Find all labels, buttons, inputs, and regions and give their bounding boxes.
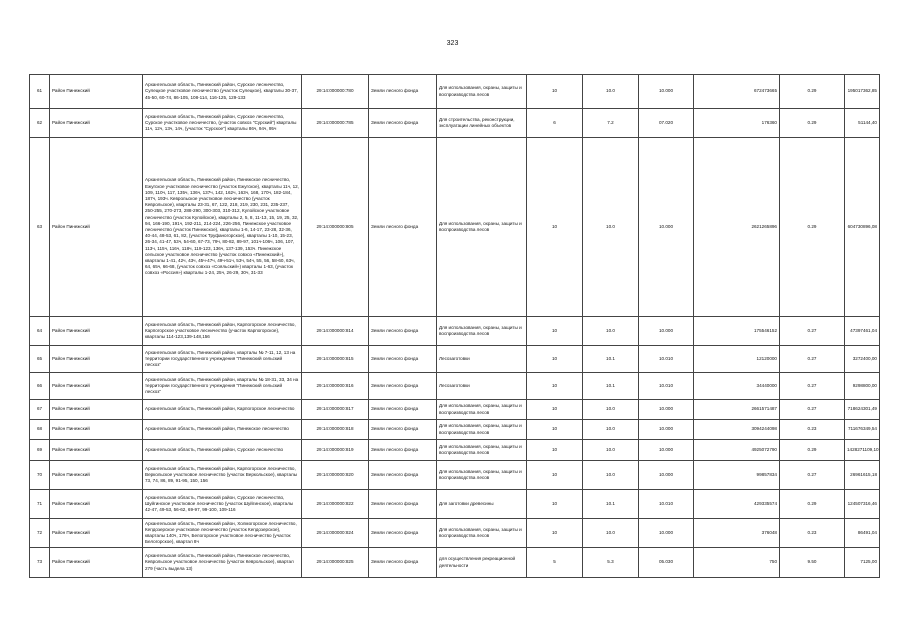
code-2: 10.0 <box>583 400 639 420</box>
land-category: Земли лесного фонда <box>369 548 437 578</box>
area: 12120000 <box>694 346 780 373</box>
table-row <box>30 490 880 519</box>
permitted-use: Лесозаготовки <box>437 373 527 400</box>
code-2: 10.0 <box>583 317 639 346</box>
land-table <box>29 74 880 578</box>
district: Район Пинежский <box>50 519 143 548</box>
row-number: 68 <box>30 420 50 440</box>
code-2: 10.0 <box>583 440 639 461</box>
address: Архангельская область, Пинежский район, Пинежское лесничество, Кеврольское участковое лесничество (участок Кеврольское), квартал 279 (часть выдела 13) <box>143 548 302 578</box>
district: Район Пинежский <box>50 461 143 490</box>
permitted-use: Для строительства, реконструкции, эксплуатации линейных объектов <box>437 109 527 138</box>
code-1: 10 <box>527 317 583 346</box>
table-row <box>30 109 880 138</box>
land-category: Земли лесного фонда <box>369 400 437 420</box>
area: 99857834 <box>694 461 780 490</box>
permitted-use: Для заготовки древесины <box>437 490 527 519</box>
rate: 0.29 <box>780 440 845 461</box>
land-category: Земли лесного фонда <box>369 138 437 317</box>
rate: 0.29 <box>780 490 845 519</box>
rate: 0.27 <box>780 400 845 420</box>
code-3: 10.000 <box>639 440 694 461</box>
row-number: 71 <box>30 490 50 519</box>
district: Район Пинежский <box>50 317 143 346</box>
address: Архангельская область, Пинежский район, Карпогорское лесничество <box>143 400 302 420</box>
cadastral-number: 29:14:000000:805 <box>302 138 369 317</box>
area: 750 <box>694 548 780 578</box>
cadastral-number: 29:14:000000:816 <box>302 373 369 400</box>
address: Архангельская область, Пинежский район, Карпогорское лесничество, Карпогорское участковое лесничество (участок Карпогорское), кварталы 114-123,139-148,156 <box>143 317 302 346</box>
code-3: 05.030 <box>639 548 694 578</box>
total-value: 124507316,46 <box>845 490 880 519</box>
code-3: 10.010 <box>639 373 694 400</box>
table-row <box>30 317 880 346</box>
code-2: 7.2 <box>583 109 639 138</box>
code-1: 5 <box>527 548 583 578</box>
area: 34440000 <box>694 373 780 400</box>
rate: 0.29 <box>780 138 845 317</box>
address: Архангельская область, Пинежский район, Карпогорское лесничество, Веркольское участковое лесничество (участок Веркольское), кварталы 73, 74, 86, 89, 91-95, 150, 156 <box>143 461 302 490</box>
total-value: 9298800,00 <box>845 373 880 400</box>
land-category: Земли лесного фонда <box>369 109 437 138</box>
code-2: 10.1 <box>583 346 639 373</box>
land-category: Земли лесного фонда <box>369 461 437 490</box>
table-row <box>30 461 880 490</box>
permitted-use: Для использования, охраны, защиты и воспроизводства лесов <box>437 75 527 109</box>
cadastral-number: 29:14:000000:822 <box>302 490 369 519</box>
permitted-use: Для использования, охраны, защиты и воспроизводства лесов <box>437 519 527 548</box>
rate: 0.29 <box>780 109 845 138</box>
code-3: 10.000 <box>639 420 694 440</box>
permitted-use: Для использования, охраны, защиты и воспроизводства лесов <box>437 400 527 420</box>
rate: 0.23 <box>780 420 845 440</box>
code-3: 07.020 <box>639 109 694 138</box>
rate: 0.29 <box>780 75 845 109</box>
cadastral-number: 29:14:000000:819 <box>302 440 369 461</box>
rate: 0.27 <box>780 461 845 490</box>
address: Архангельская область, Пинежский район, Сурское лесничество, Сулецкое участковое лесничество (участок Сулецкое), кварталы 30-37, 45-50, 60-74, 86-105, 108-114, 116-125, 129-133 <box>143 75 302 109</box>
total-value: 51144,40 <box>845 109 880 138</box>
area: 376048 <box>694 519 780 548</box>
code-1: 6 <box>527 109 583 138</box>
table-row <box>30 373 880 400</box>
total-value: 47397461,04 <box>845 317 880 346</box>
cadastral-number: 29:14:000000:815 <box>302 346 369 373</box>
code-1: 10 <box>527 490 583 519</box>
total-value: 7125,00 <box>845 548 880 578</box>
code-2: 10.0 <box>583 461 639 490</box>
total-value: 86491,04 <box>845 519 880 548</box>
permitted-use: Для использования, охраны, защиты и воспроизводства лесов <box>437 138 527 317</box>
area: 4925072790 <box>694 440 780 461</box>
area: 175546152 <box>694 317 780 346</box>
permitted-use: для осуществления рекреационной деятельности <box>437 548 527 578</box>
land-category: Земли лесного фонда <box>369 519 437 548</box>
cadastral-number: 29:14:000000:814 <box>302 317 369 346</box>
row-number: 66 <box>30 373 50 400</box>
page-number: 323 <box>446 40 459 47</box>
area: 2661571487 <box>694 400 780 420</box>
code-3: 10.010 <box>639 490 694 519</box>
cadastral-number: 29:14:000000:817 <box>302 400 369 420</box>
land-category: Земли лесного фонда <box>369 373 437 400</box>
area: 672473665 <box>694 75 780 109</box>
code-1: 10 <box>527 138 583 317</box>
rate: 0.27 <box>780 373 845 400</box>
code-3: 10.000 <box>639 138 694 317</box>
district: Район Пинежский <box>50 109 143 138</box>
cadastral-number: 29:14:000000:820 <box>302 461 369 490</box>
total-value: 26961615,18 <box>845 461 880 490</box>
code-1: 10 <box>527 346 583 373</box>
cadastral-number: 29:14:000000:825 <box>302 548 369 578</box>
code-3: 10.000 <box>639 317 694 346</box>
district: Район Пинежский <box>50 548 143 578</box>
land-category: Земли лесного фонда <box>369 440 437 461</box>
row-number: 62 <box>30 109 50 138</box>
district: Район Пинежский <box>50 420 143 440</box>
address: Архангельская область, Пинежский район, Холмогорское лесничество, Кепдозерское участковое лесничество (участок Кепдозерское), кварталы 140ч, 176ч, Белогорское участковое лесничество (участок Белогорское), квартал 8ч <box>143 519 302 548</box>
code-3: 10.010 <box>639 346 694 373</box>
code-1: 10 <box>527 373 583 400</box>
row-number: 73 <box>30 548 50 578</box>
table-row <box>30 420 880 440</box>
table-row <box>30 440 880 461</box>
cadastral-number: 29:14:000000:824 <box>302 519 369 548</box>
table-row <box>30 346 880 373</box>
permitted-use: Лесозаготовки <box>437 346 527 373</box>
address: Архангельская область, Пинежский район, Пинежское лесничество <box>143 420 302 440</box>
code-3: 10.000 <box>639 75 694 109</box>
table-row <box>30 548 880 578</box>
code-3: 10.000 <box>639 519 694 548</box>
permitted-use: Для использования, охраны, защиты и воспроизводства лесов <box>437 461 527 490</box>
total-value: 604730896,08 <box>845 138 880 317</box>
row-number: 64 <box>30 317 50 346</box>
address: Архангельская область, Пинежский район, кварталы № 18-31, 33, 34 на территории государственного учреждения "Пинежский сельский лесхоз" <box>143 373 302 400</box>
row-number: 70 <box>30 461 50 490</box>
cadastral-number: 29:14:000000:818 <box>302 420 369 440</box>
code-2: 5.3 <box>583 548 639 578</box>
district: Район Пинежский <box>50 400 143 420</box>
total-value: 711676349,54 <box>845 420 880 440</box>
address: Архангельская область, Пинежский район, Сурское лесничество, Сурское участковое лесничество, (участок совхоз "Сурский") кварталы 11ч, 12ч, 13ч, 14ч, (участок "Сурское") кварталы 86ч, 94ч, 95ч <box>143 109 302 138</box>
table-row <box>30 138 880 317</box>
total-value: 195017362,85 <box>845 75 880 109</box>
total-value: 3272400,00 <box>845 346 880 373</box>
code-3: 10.000 <box>639 461 694 490</box>
table-row <box>30 400 880 420</box>
code-2: 10.0 <box>583 420 639 440</box>
row-number: 72 <box>30 519 50 548</box>
rate: 9.50 <box>780 548 845 578</box>
code-1: 10 <box>527 420 583 440</box>
permitted-use: Для использования, охраны, защиты и воспроизводства лесов <box>437 440 527 461</box>
code-2: 10.0 <box>583 519 639 548</box>
district: Район Пинежский <box>50 75 143 109</box>
permitted-use: Для использования, охраны, защиты и воспроизводства лесов <box>437 420 527 440</box>
code-1: 10 <box>527 75 583 109</box>
district: Район Пинежский <box>50 138 143 317</box>
code-2: 10.0 <box>583 138 639 317</box>
land-category: Земли лесного фонда <box>369 420 437 440</box>
address: Архангельская область, Пинежский район, Пинежское лесничество, Ежугское участковое лесничество (участок Ежугское), кварталы 11ч, 12, 109, 110ч, 117, 135ч, 136ч, 137ч, 142, 162ч, 163ч, 168, 170ч, 182-184, 187ч, 193ч. Кеврольское участковое лесничество (участок Кеврольское), кварталы 23-31, 67, 122, 218, 219, 230, 231, 235-237, 250-255, 270-273, 288-290, 300-303, 310-312, Кулойское участковое лесничество (участок Кулойское), кварталы 2, 5, 8, 11-13, 15, 19, 25, 32, 94, 166-190, 191ч, 192-211, 214-224, 226-256, Пинежское участковое лесничество (участок Пинежское), кварталы 1-6, 14-17, 23-28, 32-36, 40-44, 48-53, 61, 82, (участок Труфаногорское), кварталы 1-10, 15-23, 26-34, 41-47, 53ч, 54-60, 67-73, 79ч, 80-82, 89-97, 101ч-106ч, 106, 107, 113ч, 115ч, 116ч, 118ч, 119-123, 136ч, 137-139, 153ч. Пинежское сельское участковое лесничество (участок совхоз «Пинежский»), кварталы 1-41, 42ч, 43ч, 45ч-47ч, 49ч-51ч, 53ч, 54ч, 55, 56, 58-60, 63ч, 64, 65ч, 66-68, (участок совхоз «Сояльский») кварталы 1-63, (участок совхоз «Россия») кварталы 1-24, 25ч, 26-29, 30ч, 31-33 <box>143 138 302 317</box>
row-number: 65 <box>30 346 50 373</box>
table-row <box>30 75 880 109</box>
code-2: 10.1 <box>583 490 639 519</box>
district: Район Пинежский <box>50 440 143 461</box>
total-value: 1428271109,10 <box>845 440 880 461</box>
code-2: 10.1 <box>583 373 639 400</box>
area: 429335574 <box>694 490 780 519</box>
land-category: Земли лесного фонда <box>369 75 437 109</box>
land-category: Земли лесного фонда <box>369 317 437 346</box>
rate: 0.27 <box>780 317 845 346</box>
cadastral-number: 29:14:000000:785 <box>302 109 369 138</box>
total-value: 718624301,49 <box>845 400 880 420</box>
code-2: 10.0 <box>583 75 639 109</box>
row-number: 69 <box>30 440 50 461</box>
area: 3094244098 <box>694 420 780 440</box>
district: Район Пинежский <box>50 490 143 519</box>
cadastral-number: 29:14:000000:780 <box>302 75 369 109</box>
land-category: Земли лесного фонда <box>369 346 437 373</box>
address: Архангельская область, Пинежский район, Сурское лесничество, Шуйгинское участковое лесничество (участок Шуйгинское), кварталы 42-47, 49-53, 56-62, 69-97, 99-100, 109-116 <box>143 490 302 519</box>
code-1: 10 <box>527 440 583 461</box>
permitted-use: Для использования, охраны, защиты и воспроизводства лесов <box>437 317 527 346</box>
code-1: 10 <box>527 519 583 548</box>
district: Район Пинежский <box>50 346 143 373</box>
row-number: 61 <box>30 75 50 109</box>
address: Архангельская область, Пинежский район, Сурское лесничество <box>143 440 302 461</box>
district: Район Пинежский <box>50 373 143 400</box>
rate: 0.23 <box>780 519 845 548</box>
address: Архангельская область, Пинежский район, кварталы № 7-11, 12, 13 на территории государственного учреждения "Пинежский сельский лесхоз" <box>143 346 302 373</box>
table-row <box>30 519 880 548</box>
area: 176360 <box>694 109 780 138</box>
row-number: 67 <box>30 400 50 420</box>
code-1: 10 <box>527 400 583 420</box>
row-number: 63 <box>30 138 50 317</box>
land-category: Земли лесного фонда <box>369 490 437 519</box>
code-1: 10 <box>527 461 583 490</box>
rate: 0.27 <box>780 346 845 373</box>
code-3: 10.000 <box>639 400 694 420</box>
area: 2621265896 <box>694 138 780 317</box>
